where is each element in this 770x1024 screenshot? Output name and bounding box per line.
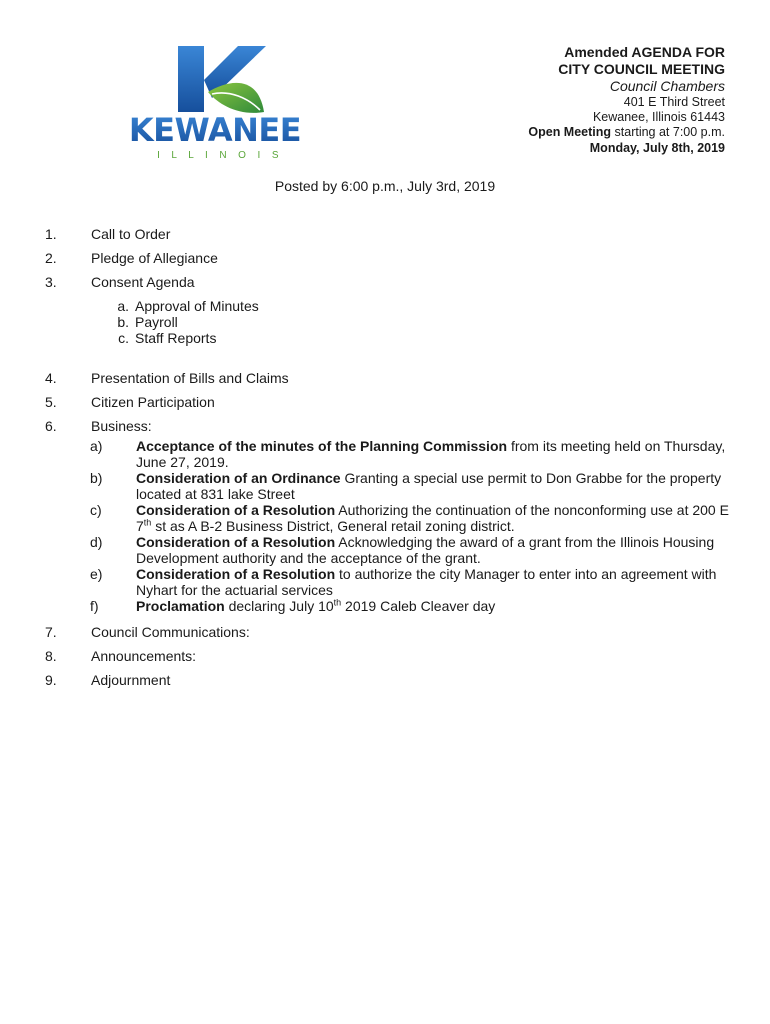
agenda-number: 1. bbox=[45, 226, 57, 242]
agenda-text: Adjournment bbox=[91, 672, 171, 688]
business-detail-cont: located at 831 lake Street bbox=[136, 486, 295, 502]
posted-notice: Posted by 6:00 p.m., July 3rd, 2019 bbox=[274, 178, 496, 194]
agenda-item bbox=[45, 672, 735, 688]
agenda-item bbox=[45, 250, 735, 266]
agenda-text: Announcements: bbox=[91, 648, 197, 664]
agenda-number: 6. bbox=[45, 418, 57, 434]
consent-text: Staff Reports bbox=[135, 330, 217, 346]
consent-item bbox=[111, 298, 735, 314]
agenda-item bbox=[45, 624, 735, 640]
business-text bbox=[136, 502, 735, 534]
agenda-text: Council Communications: bbox=[91, 624, 250, 640]
consent-text: Approval of Minutes bbox=[135, 298, 259, 314]
consent-letter: b. bbox=[117, 314, 129, 330]
agenda-text: Citizen Participation bbox=[91, 394, 215, 410]
agenda-item bbox=[45, 274, 735, 290]
business-heading: Consideration of a Resolution bbox=[136, 534, 336, 550]
business-heading: Consideration of an Ordinance bbox=[136, 470, 341, 486]
business-item bbox=[45, 502, 735, 534]
agenda-text: Presentation of Bills and Claims bbox=[91, 370, 289, 386]
business-letter: c) bbox=[90, 502, 102, 518]
business-letter: d) bbox=[90, 534, 103, 550]
meeting-title: CITY COUNCIL MEETING bbox=[558, 61, 725, 77]
business-detail-cont: 7 bbox=[136, 518, 144, 534]
business-list bbox=[45, 438, 735, 614]
open-meeting-label: Open Meeting bbox=[528, 125, 612, 139]
business-heading: Acceptance of the minutes of the Planning Commission bbox=[136, 438, 508, 454]
ordinal-suffix: th bbox=[143, 517, 152, 528]
agenda-text: Business: bbox=[91, 418, 152, 434]
consent-letter: c. bbox=[118, 330, 129, 346]
agenda-text: Pledge of Allegiance bbox=[91, 250, 218, 266]
business-letter: e) bbox=[90, 566, 103, 582]
agenda-item bbox=[45, 370, 735, 386]
kewanee-logo bbox=[108, 40, 322, 162]
agenda-text: Consent Agenda bbox=[91, 274, 195, 290]
open-meeting-line bbox=[528, 125, 725, 140]
business-detail-cont: Nyhart for the actuarial services bbox=[136, 582, 333, 598]
business-detail: declaring July 10 bbox=[224, 598, 334, 614]
business-item bbox=[45, 534, 735, 566]
agenda-item bbox=[45, 418, 735, 434]
agenda-item bbox=[45, 226, 735, 242]
business-heading: Consideration of a Resolution bbox=[136, 566, 336, 582]
business-detail: Granting a special use permit to Don Grabbe for the property bbox=[340, 470, 722, 486]
agenda-number: 7. bbox=[45, 624, 57, 640]
open-meeting-time: starting at 7:00 p.m. bbox=[611, 125, 725, 139]
agenda-number: 4. bbox=[45, 370, 57, 386]
agenda-list bbox=[45, 226, 735, 688]
business-text bbox=[136, 470, 735, 502]
consent-letter: a. bbox=[117, 298, 129, 314]
agenda-number: 8. bbox=[45, 648, 57, 664]
business-text bbox=[136, 598, 735, 614]
consent-agenda-list bbox=[111, 298, 735, 346]
business-heading: Consideration of a Resolution bbox=[136, 502, 336, 518]
business-detail: Authorizing the continuation of the nonconforming use at 200 E bbox=[335, 502, 729, 518]
agenda-number: 3. bbox=[45, 274, 57, 290]
meeting-header bbox=[528, 44, 725, 157]
business-detail-cont: st as A B-2 Business District, General retail zoning district. bbox=[151, 518, 515, 534]
business-item bbox=[45, 566, 735, 598]
agenda-number: 2. bbox=[45, 250, 57, 266]
agenda-text: Call to Order bbox=[91, 226, 171, 242]
business-detail: to authorize the city Manager to enter into an agreement with bbox=[335, 566, 717, 582]
agenda-number: 9. bbox=[45, 672, 57, 688]
business-letter: f) bbox=[90, 598, 99, 614]
business-item bbox=[45, 598, 735, 614]
business-detail: from its meeting held on Thursday, bbox=[507, 438, 726, 454]
agenda-title: Amended AGENDA FOR bbox=[564, 44, 725, 60]
ordinal-suffix: th bbox=[333, 597, 342, 608]
business-item bbox=[45, 438, 735, 470]
agenda-item bbox=[45, 394, 735, 410]
business-text bbox=[136, 438, 735, 470]
business-letter: a) bbox=[90, 438, 103, 454]
business-detail: 2019 Caleb Cleaver day bbox=[341, 598, 496, 614]
consent-item bbox=[111, 330, 735, 346]
business-detail-cont: Development authority and the acceptance of the grant. bbox=[136, 550, 481, 566]
consent-text: Payroll bbox=[135, 314, 178, 330]
logo-state: I L L I N O I S bbox=[157, 150, 283, 161]
consent-item bbox=[111, 314, 735, 330]
meeting-date: Monday, July 8th, 2019 bbox=[589, 141, 725, 155]
logo-name: KEWANEE bbox=[128, 111, 302, 149]
agenda-number: 5. bbox=[45, 394, 57, 410]
business-item bbox=[45, 470, 735, 502]
business-letter: b) bbox=[90, 470, 103, 486]
business-text bbox=[136, 566, 735, 598]
business-detail-cont: June 27, 2019. bbox=[136, 454, 229, 470]
business-text bbox=[136, 534, 735, 566]
street-address: 401 E Third Street bbox=[623, 95, 725, 109]
business-detail: Acknowledging the award of a grant from the Illinois Housing bbox=[335, 534, 715, 550]
meeting-location: Council Chambers bbox=[609, 78, 725, 94]
agenda-item bbox=[45, 648, 735, 664]
business-heading: Proclamation bbox=[136, 598, 225, 614]
city-address: Kewanee, Illinois 61443 bbox=[592, 110, 725, 124]
